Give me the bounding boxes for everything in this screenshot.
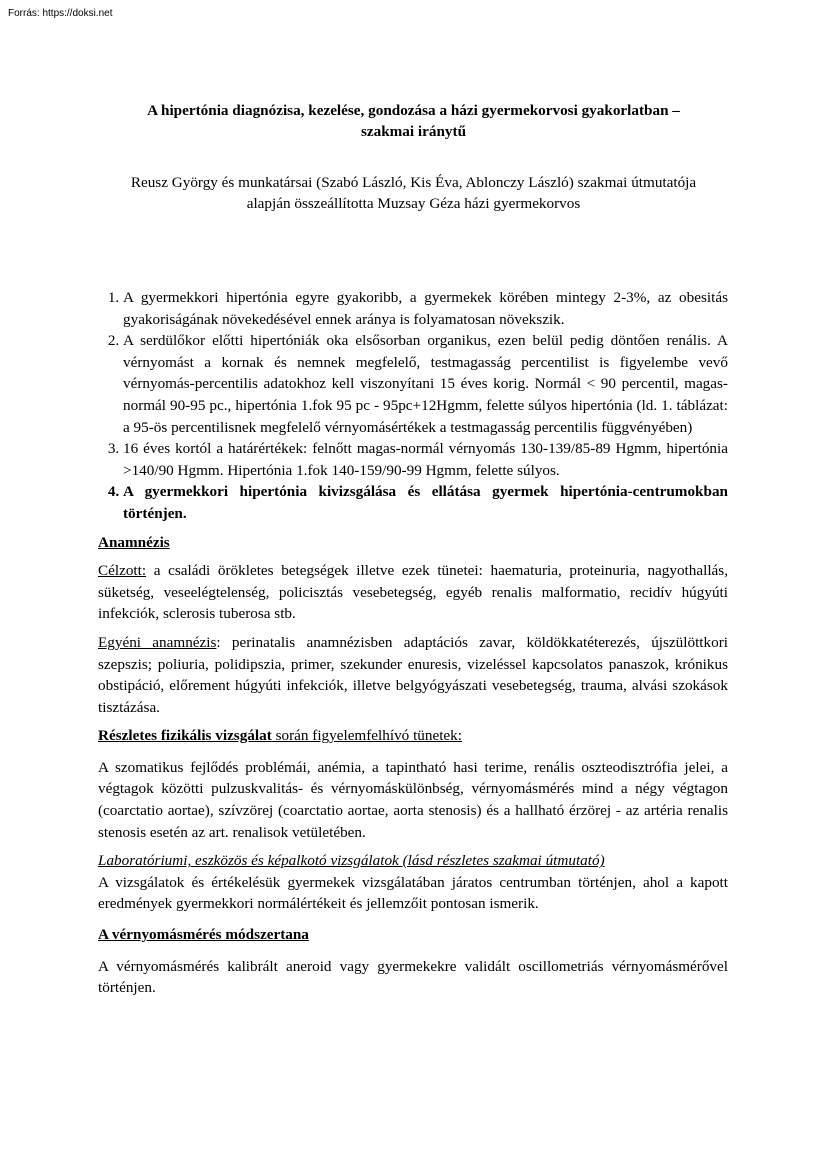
source-note: Forrás: https://doksi.net — [8, 8, 113, 19]
label-targeted: Célzott: — [98, 562, 147, 580]
list-item: 2. A serdülőkor előtti hipertóniák oka elsősorban organikus, ezen belül pedig döntően renális. A vérnyomást a kornak és nemnek megfelelő, testmagasság percentilist is figyelembe vevő vérnyomás-percentilis adatokhoz kell viszonyítani 15 éves korig. Normál < 90 percentil, magas-normál 90-95 pc., hipertónia 1.fok 95 pc - 95pc+12Hgmm, felette súlyos hipertónia (ld. 1. táblázat: a 95-ös percentilisnek megfelelő vérnyomásértékek a testmagasság percentilis függvényében) — [123, 330, 728, 438]
list-item: 3. 16 éves kortól a határértékek: felnőtt magas-normál vérnyomás 130-139/85-89 Hgmm, hipertónia >140/90 Hgmm. Hipertónia 1.fok 140-159/90-99 Hgmm, felette súlyos. — [123, 438, 728, 481]
label-individual: Egyéni anamnézis — [98, 633, 217, 651]
section-heading-anamnesis: Anamnézis — [98, 533, 170, 551]
document-title — [100, 100, 727, 142]
document-body — [98, 287, 728, 999]
paragraph-physical: A szomatikus fejlődés problémái, anémia, a tapintható hasi terime, renális oszteodisztrófia jelei, a végtagok közötti pulzuskvalitás- és vérnyomáskülönbség, vérnyomásmérés mind a négy végtagon (coarctatio aortae), szívzörej (coarctatio aortae, aorta stenosis) és a hallható érzörej - az artéria renalis stenosis esetén az art. renalisok vetületében. — [98, 758, 728, 841]
authors-line-2: alapján összeállította Muzsay Géza házi gyermekorvos — [246, 195, 581, 212]
section-heading-method: A vérnyomásmérés módszertana — [98, 926, 309, 944]
title-line-2: szakmai iránytű — [360, 123, 467, 140]
text-individual: : perinatalis anamnézisben adaptációs zavar, köldökkatéterezés, újszülöttkori szepszis; poliuria, polidipszia, primer, szekunder enuresis, vizeléssel kapcsolatos panaszok, krónikus obstipáció, előrement húgyúti infekciók, illetve belgyógyászati vesebetegség, trauma, alvási szokások tisztázása. — [98, 633, 728, 716]
list-item: 1. A gyermekkori hipertónia egyre gyakoribb, a gyermekek körében mintegy 2-3%, az obesitás gyakoriságának növekedésével ennek aránya is folyamatosan növekszik. — [123, 287, 728, 330]
title-line-1: A hipertónia diagnózisa, kezelése, gondozása a házi gyermekorvosi gyakorlatban – — [147, 102, 680, 119]
text-targeted: a családi örökletes betegségek illetve ezek tünetei: haematuria, proteinuria, nagyothallás, süketség, veseelégtelenség, policisztás vesebetegség, egyéb renalis malformatio, recidív húgyúti infekciók, sclerosis tuberosa stb. — [98, 562, 728, 623]
authors-block — [90, 172, 737, 214]
list-item: 4. A gyermekkori hipertónia kivizsgálása és ellátása gyermek hipertónia-centrumokban történjen. — [123, 481, 728, 524]
key-points-list — [98, 287, 728, 525]
paragraph-lab: A vizsgálatok és értékelésük gyermekek vizsgálatában járatos centrumban történjen, ahol a kapott eredmények gyermekkori normálértékeit és jellemzőit pontosan ismerik. — [98, 873, 728, 913]
paragraph-method: A vérnyomásmérés kalibrált aneroid vagy gyermekekre validált oscillometriás vérnyomásmérővel történjen. — [98, 957, 728, 997]
authors-line-1: Reusz György és munkatársai (Szabó László, Kis Éva, Ablonczy László) szakmai útmutatója — [130, 174, 697, 191]
paragraph-targeted-anamnesis — [98, 560, 728, 625]
section-heading-lab: Laboratóriumi, eszközös és képalkotó vizsgálatok (lásd részletes szakmai útmutató) — [98, 852, 605, 870]
paragraph-individual-anamnesis — [98, 632, 728, 718]
section-heading-physical: Részletes fizikális vizsgálat során figyelemfelhívó tünetek: — [98, 727, 462, 745]
